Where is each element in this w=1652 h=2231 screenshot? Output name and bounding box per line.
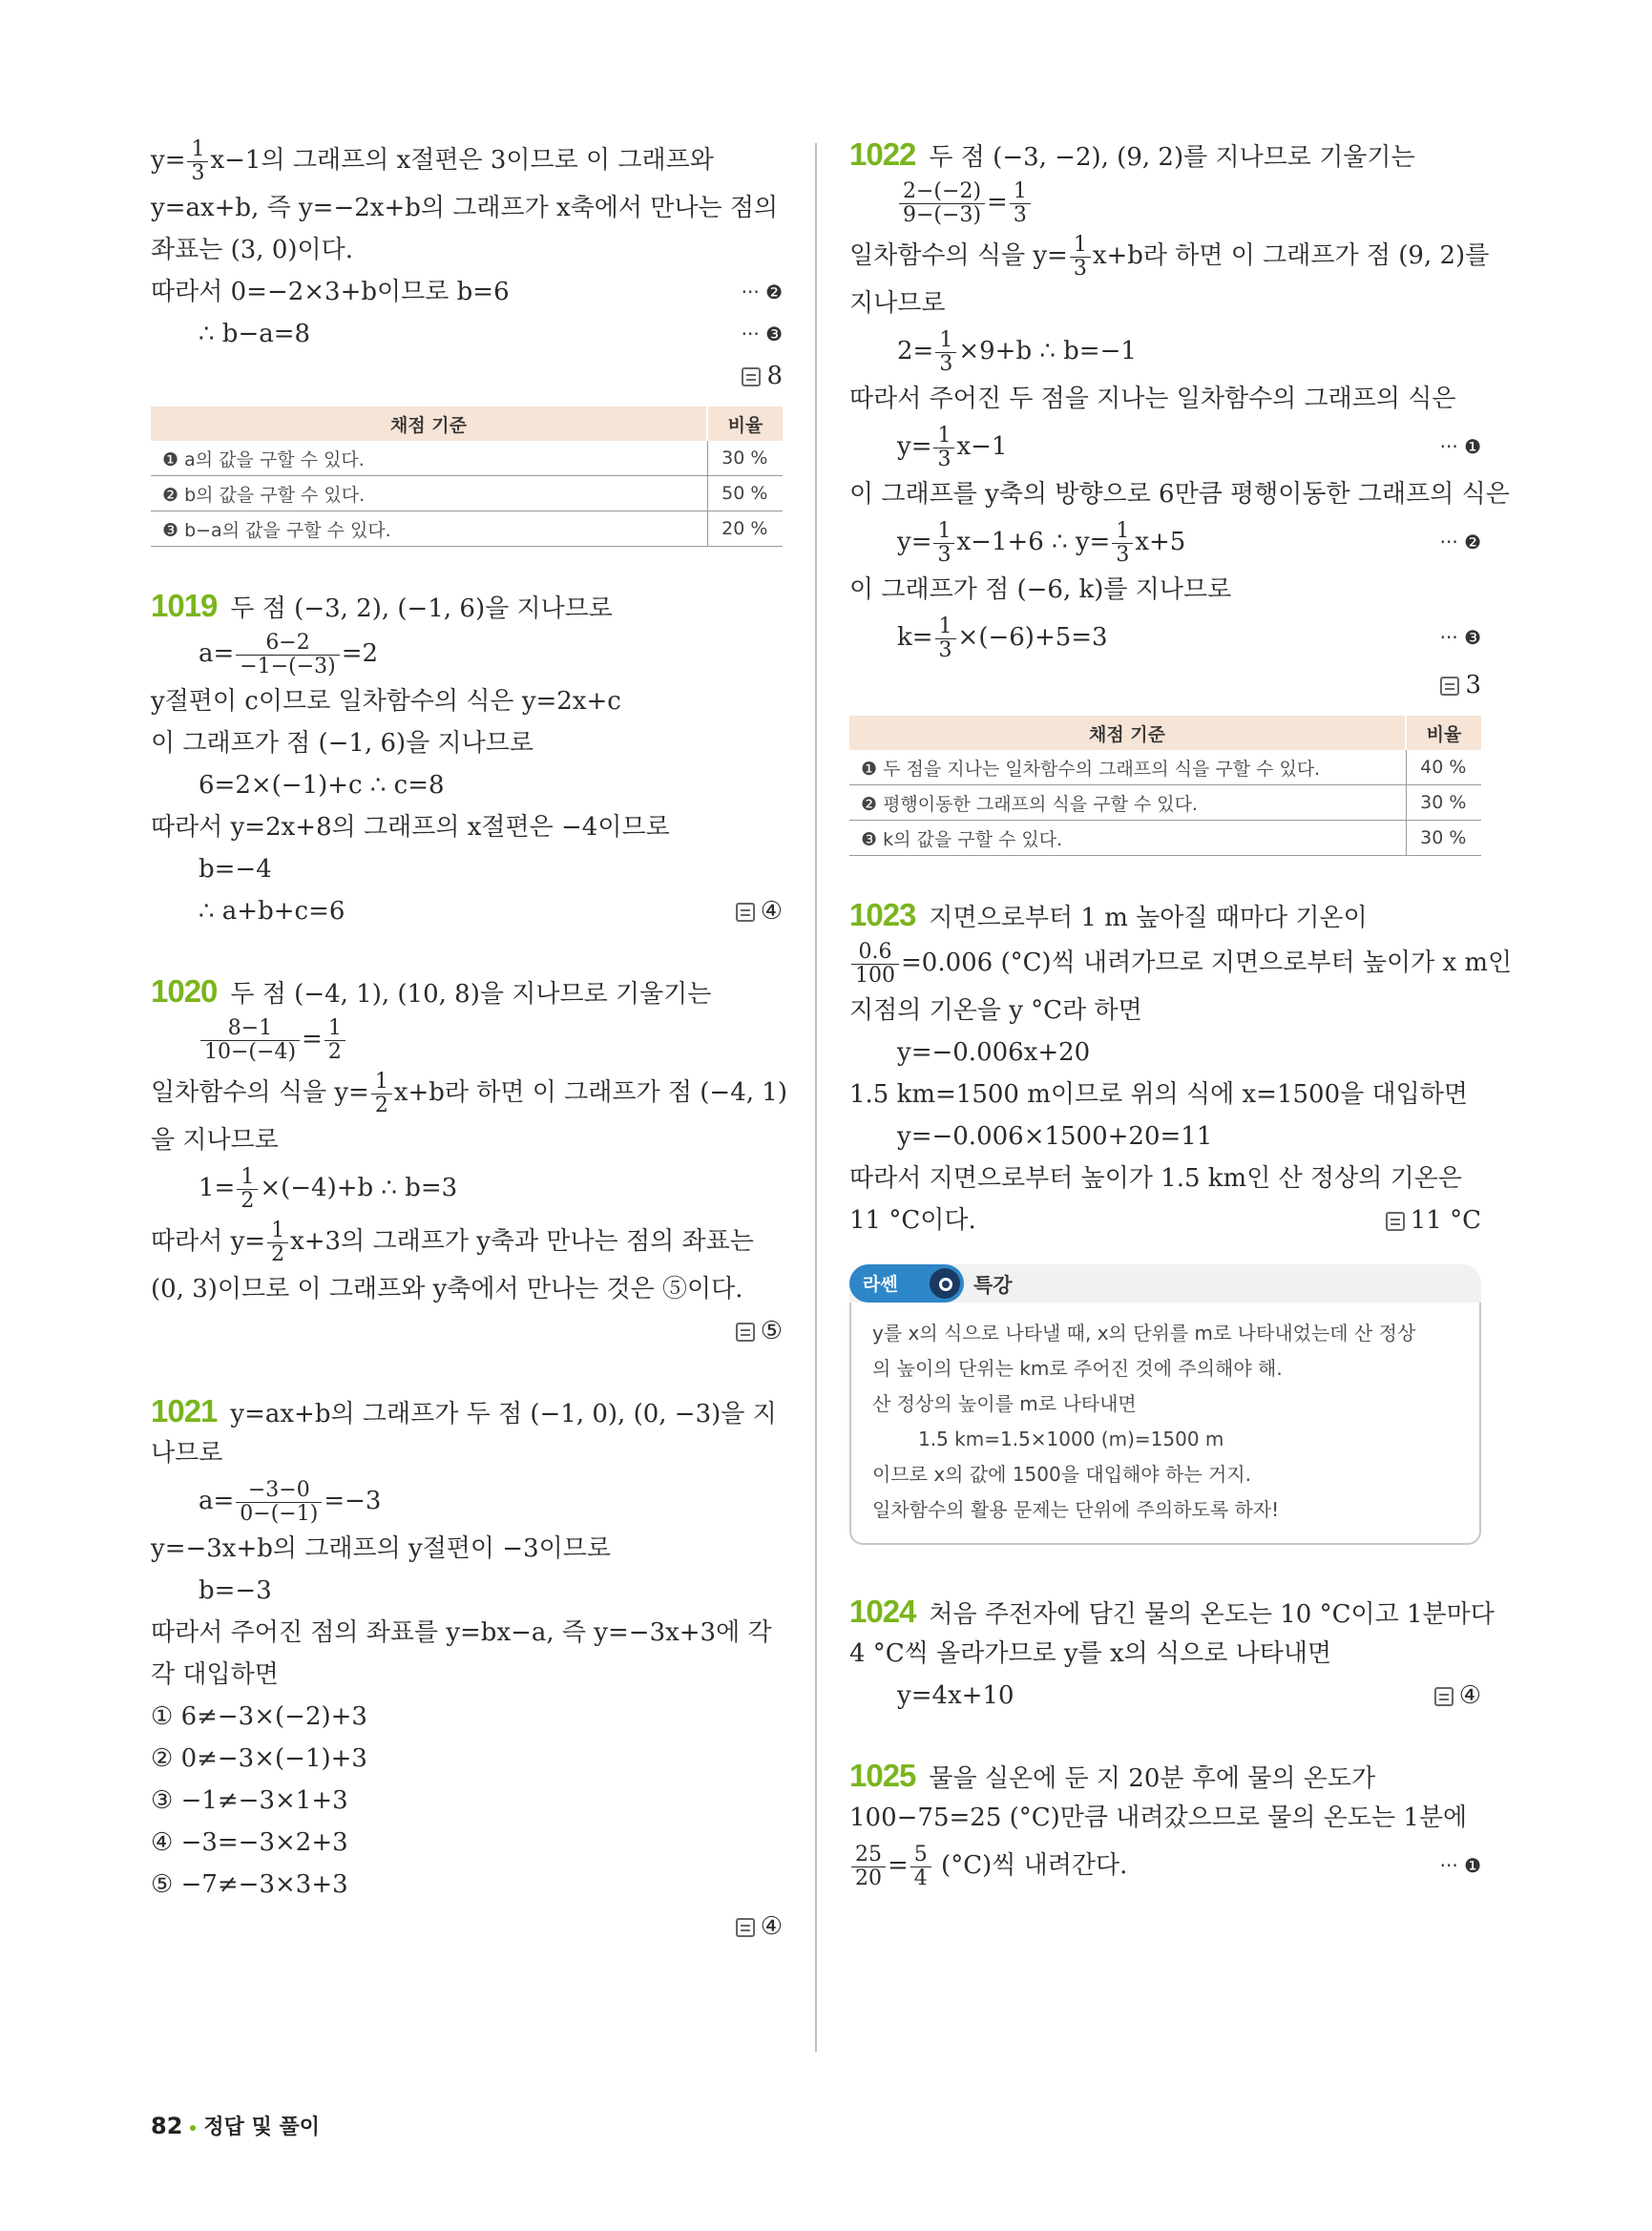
table-row: ❶ 두 점을 지나는 일차함수의 그래프의 식을 구할 수 있다. 40 % — [849, 750, 1481, 785]
problem-number: 1024 — [849, 1594, 916, 1629]
solution-line: 1023 지면으로부터 1 m 높아질 때마다 기온이 — [849, 897, 1368, 932]
solution-line: 따라서 0=−2×3+b이므로 b=6 ··· ❷ — [151, 271, 783, 313]
answer-icon — [742, 367, 761, 386]
solution-line: 나므로 — [151, 1439, 223, 1468]
problem-1024-solution — [849, 1591, 1495, 1717]
answer-line — [151, 1906, 783, 1948]
answer-icon — [1386, 1212, 1405, 1231]
answer-icon — [736, 1323, 755, 1342]
tip-line: 이므로 x의 값에 1500을 대입해야 하는 거지. — [872, 1463, 1252, 1486]
solution-line: $\frac{8-1}{10-(-4)}$ = $\frac{1}{2}$ — [151, 1012, 783, 1066]
fraction: $\frac{1}{2}$ — [324, 1017, 345, 1064]
solution-line: 일차함수의 식을 y= $\frac{1}{3}$ x+b라 하면 이 그래프가 점 (9, 2)를 — [849, 232, 1490, 281]
table-row: ❷ b의 값을 구할 수 있다. 50 % — [151, 476, 783, 511]
step-marker: ··· ❶ — [1439, 435, 1481, 458]
logo-circle-icon — [930, 1268, 960, 1299]
solution-line: 1020 두 점 (−4, 1), (10, 8)을 지나므로 기울기는 — [151, 973, 712, 1009]
fraction: $\frac{25}{20}$ — [851, 1844, 886, 1890]
fraction: $\frac{1}{3}$ — [1010, 180, 1031, 227]
solution-line: y= $\frac{1}{3}$ x−1의 그래프의 x절편은 3이므로 이 그래프와 — [151, 136, 714, 185]
problem-number: 1019 — [151, 588, 218, 623]
table-header-ratio: 비율 — [707, 407, 783, 441]
answer: 8 — [742, 355, 783, 397]
answer: ④ — [1434, 1675, 1481, 1717]
fraction: $\frac{1}{3}$ — [1112, 520, 1133, 567]
solution-line: ① 6≠−3×(−2)+3 — [151, 1702, 367, 1731]
answer-line — [151, 355, 783, 397]
answer: 3 — [1440, 664, 1481, 706]
fraction: $\frac{1}{2}$ — [371, 1071, 392, 1117]
table-header-ratio: 비율 — [1406, 716, 1481, 750]
fraction: $\frac{1}{3}$ — [935, 615, 956, 662]
solution-line: 1024 처음 주전자에 담긴 물의 온도는 10 °C이고 1분마다 — [849, 1594, 1495, 1629]
fraction: $\frac{8-1}{10-(-4)}$ — [200, 1017, 300, 1064]
problem-number: 1023 — [849, 897, 916, 932]
solution-line: y=−0.006×1500+20=11 — [897, 1122, 1213, 1151]
tip-title: 특강 — [973, 1274, 1013, 1297]
tip-line: 산 정상의 높이를 m로 나타내면 — [872, 1392, 1137, 1415]
page-footer — [151, 2111, 320, 2140]
problem-1023-solution — [849, 894, 1513, 1545]
problem-number: 1025 — [849, 1758, 916, 1793]
solution-line: k= $\frac{1}{3}$ ×(−6)+5=3 ··· ❸ — [849, 611, 1481, 664]
right-column — [849, 134, 1513, 1892]
step-marker: ··· ❷ — [741, 281, 783, 303]
fraction: $\frac{1}{2}$ — [267, 1220, 288, 1266]
solution-line: b=−4 — [199, 855, 272, 884]
solution-line: 좌표는 (3, 0)이다. — [151, 236, 354, 264]
scoring-table — [151, 407, 783, 547]
solution-line: y절편이 c이므로 일차함수의 식은 y=2x+c — [151, 687, 621, 716]
tip-line: y를 x의 식으로 나타낼 때, x의 단위를 m로 나타내었는데 산 정상 — [872, 1322, 1416, 1345]
solution-line: 일차함수의 식을 y= $\frac{1}{2}$ x+b라 하면 이 그래프가 점 (−4, 1) — [151, 1069, 787, 1117]
solution-line: ④ −3=−3×2+3 — [151, 1828, 348, 1857]
solution-line: (0, 3)이므로 이 그래프와 y축에서 만나는 것은 ⑤이다. — [151, 1275, 743, 1303]
solution-line: y= $\frac{1}{3}$ x−1 ··· ❶ — [849, 420, 1481, 473]
solution-line: a= $\frac{6-2}{-1-(-3)}$ =2 — [199, 630, 379, 678]
table-row: ❸ b−a의 값을 구할 수 있다. 20 % — [151, 511, 783, 547]
answer-icon — [1434, 1687, 1453, 1706]
step-marker: ··· ❶ — [1439, 1854, 1481, 1877]
fraction: $\frac{6-2}{-1-(-3)}$ — [236, 632, 339, 678]
solution-line: 이 그래프가 점 (−1, 6)을 지나므로 — [151, 729, 534, 758]
solution-line: 따라서 지면으로부터 높이가 1.5 km인 산 정상의 기온은 — [849, 1164, 1462, 1193]
problem-1020-solution — [151, 970, 787, 1352]
answer-icon — [1440, 677, 1459, 696]
solution-line: 따라서 주어진 두 점을 지나는 일차함수의 그래프의 식은 — [849, 385, 1456, 413]
solution-line: ⑤ −7≠−3×3+3 — [151, 1870, 348, 1899]
solution-line: y=ax+b, 즉 y=−2x+b의 그래프가 x축에서 만나는 점의 — [151, 194, 779, 222]
solution-line: b=−3 — [199, 1576, 272, 1605]
answer-icon — [736, 1918, 755, 1937]
solution-line: $\frac{25}{20}$ = $\frac{5}{4}$ (°C)씩 내려간다. ··· ❶ — [849, 1839, 1481, 1892]
solution-line: 1021 y=ax+b의 그래프가 두 점 (−1, 0), (0, −3)을 지 — [151, 1393, 777, 1428]
solution-line: 따라서 y=2x+8의 그래프의 x절편은 −4이므로 — [151, 813, 670, 842]
fraction: $\frac{1}{3}$ — [933, 425, 954, 471]
fraction: $\frac{1}{2}$ — [237, 1166, 258, 1213]
tip-line: 의 높이의 단위는 km로 주어진 것에 주의해야 해. — [872, 1357, 1283, 1380]
table-row: ❶ a의 값을 구할 수 있다. 30 % — [151, 441, 783, 476]
table-header-criteria: 채점 기준 — [849, 716, 1406, 750]
solution-line: ③ −1≠−3×1+3 — [151, 1786, 348, 1815]
step-marker: ··· ❷ — [1439, 531, 1481, 553]
problem-number: 1020 — [151, 973, 218, 1009]
solution-line: 1022 두 점 (−3, −2), (9, 2)를 지나므로 기울기는 — [849, 136, 1415, 172]
problem-1019-solution — [151, 585, 783, 932]
fraction: $\frac{1}{3}$ — [935, 329, 956, 376]
solution-line: 100−75=25 (°C)만큼 내려갔으므로 물의 온도는 1분에 — [849, 1804, 1468, 1832]
answer-line — [849, 664, 1481, 706]
answer: 11 °C — [1386, 1199, 1481, 1241]
tip-header — [849, 1264, 1481, 1303]
fraction: $\frac{1}{3}$ — [187, 138, 208, 185]
fraction: $\frac{1}{3}$ — [1070, 234, 1091, 281]
problem-1022-solution — [849, 134, 1510, 856]
solution-line: 1= $\frac{1}{2}$ ×(−4)+b ∴ b=3 — [199, 1164, 458, 1213]
solution-line: ② 0≠−3×(−1)+3 — [151, 1744, 367, 1773]
solution-line: y=−0.006x+20 — [897, 1038, 1091, 1067]
answer: ④ — [736, 890, 783, 932]
answer: ⑤ — [736, 1310, 783, 1352]
solution-line: y=−3x+b의 그래프의 y절편이 −3이므로 — [151, 1534, 611, 1563]
solution-line: 2= $\frac{1}{3}$ ×9+b ∴ b=−1 — [897, 327, 1137, 376]
solution-line: 1019 두 점 (−3, 2), (−1, 6)을 지나므로 — [151, 588, 613, 623]
solution-line: 11 °C이다. 11 °C — [849, 1199, 1481, 1241]
answer-icon — [736, 903, 755, 922]
solution-line: ∴ b−a=8 ··· ❸ — [151, 313, 783, 355]
footer-title: 정답 및 풀이 — [203, 2116, 320, 2139]
solution-line: 이 그래프가 점 (−6, k)를 지나므로 — [849, 575, 1232, 604]
step-marker: ··· ❸ — [741, 323, 783, 345]
left-column — [151, 134, 787, 1948]
step-marker: ··· ❸ — [1439, 626, 1481, 649]
solution-line: 이 그래프를 y축의 방향으로 6만큼 평행이동한 그래프의 식은 — [849, 480, 1510, 509]
table-row: ❷ 평행이동한 그래프의 식을 구할 수 있다. 30 % — [849, 785, 1481, 821]
solution-line: 각 대입하면 — [151, 1660, 279, 1689]
fraction: $\frac{2-(-2)}{9-(-3)}$ — [899, 180, 985, 227]
solution-line: 4 °C씩 올라가므로 y를 x의 식으로 나타내면 — [849, 1639, 1332, 1668]
column-divider — [815, 143, 817, 2052]
problem-number: 1022 — [849, 136, 916, 172]
answer: ④ — [736, 1906, 783, 1948]
bullet-dot-icon — [190, 2125, 196, 2131]
solution-line: 6=2×(−1)+c ∴ c=8 — [199, 771, 445, 800]
tip-body — [849, 1303, 1481, 1545]
table-header-criteria: 채점 기준 — [151, 407, 707, 441]
solution-line: ∴ a+b+c=6 ④ — [151, 890, 783, 932]
scoring-table — [849, 716, 1481, 856]
fraction: $\frac{5}{4}$ — [910, 1844, 931, 1890]
answer-line — [151, 1310, 783, 1352]
table-row: ❸ k의 값을 구할 수 있다. 30 % — [849, 821, 1481, 856]
fraction: $\frac{-3-0}{0-(-1)}$ — [236, 1479, 322, 1526]
solution-line: 을 지나므로 — [151, 1126, 279, 1155]
solution-line: 따라서 주어진 점의 좌표를 y=bx−a, 즉 y=−3x+3에 각 — [151, 1618, 772, 1647]
solution-line: $\frac{0.6}{100}$ =0.006 (°C)씩 내려가므로 지면으로부터 높이가 x m인 — [849, 936, 1481, 990]
solution-line: 지점의 기온을 y °C라 하면 — [849, 996, 1142, 1025]
solution-line: $\frac{2-(-2)}{9-(-3)}$ = $\frac{1}{3}$ — [849, 176, 1481, 229]
problem-1025-solution — [849, 1755, 1481, 1892]
page-number: 82 — [151, 2113, 183, 2139]
brand-logo: 라쎈 — [849, 1264, 964, 1303]
solution-line: y=4x+10 ④ — [849, 1675, 1481, 1717]
problem-1018-solution — [151, 134, 783, 547]
solution-line: 지나므로 — [849, 289, 946, 318]
solution-line: 따라서 y= $\frac{1}{2}$ x+3의 그래프가 y축과 만나는 점의 좌표는 — [151, 1218, 754, 1266]
solution-line: 1.5 km=1500 m이므로 위의 식에 x=1500을 대입하면 — [849, 1080, 1468, 1109]
fraction: $\frac{1}{3}$ — [933, 520, 954, 567]
tip-line: 1.5 km=1.5×1000 (m)=1500 m — [918, 1428, 1224, 1450]
fraction: $\frac{0.6}{100}$ — [851, 941, 899, 988]
problem-1021-solution — [151, 1390, 783, 1948]
solution-line: y= $\frac{1}{3}$ x−1+6 ∴ y= $\frac{1}{3}$ x+5 ··· ❷ — [849, 515, 1481, 569]
problem-number: 1021 — [151, 1393, 218, 1428]
tip-line: 일차함수의 활용 문제는 단위에 주의하도록 하자! — [872, 1498, 1280, 1521]
solution-line: 1025 물을 실온에 둔 지 20분 후에 물의 온도가 — [849, 1758, 1376, 1793]
solution-line: a= $\frac{-3-0}{0-(-1)}$ =−3 — [199, 1477, 382, 1526]
tip-box — [849, 1264, 1481, 1545]
